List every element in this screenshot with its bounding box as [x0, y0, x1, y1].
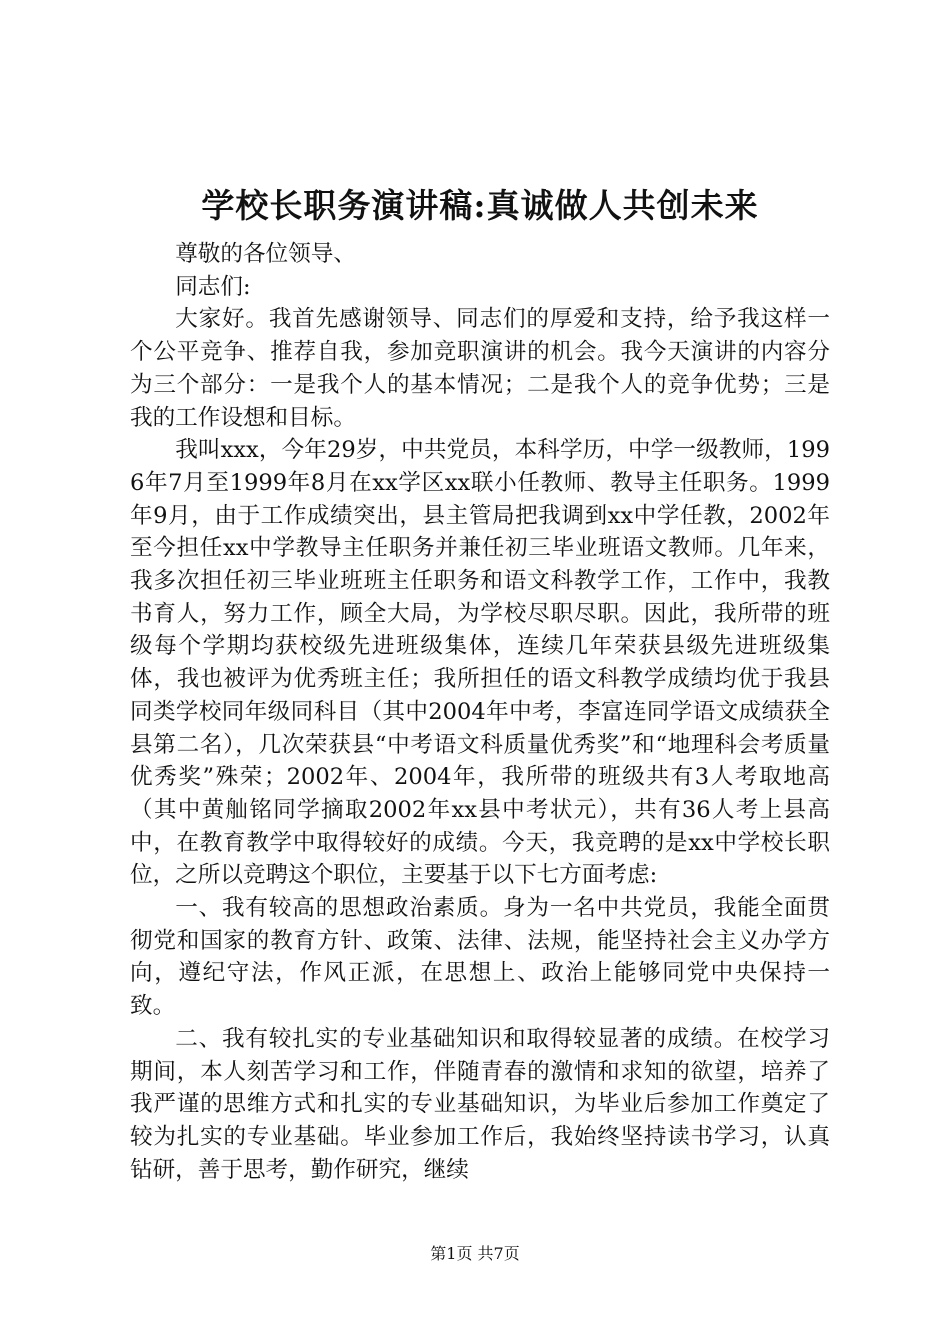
page-number: 第1页 共7页	[430, 1244, 520, 1263]
paragraph-point-one: 一、我有较高的思想政治素质。身为一名中共党员，我能全面贯彻党和国家的教育方针、政策、法律、法规，能坚持社会主义办学方向，遵纪守法，作风正派，在思想上、政治上能够同党中央保持一致。	[130, 895, 830, 1020]
document-body	[130, 238, 830, 1186]
salutation-line-1: 尊敬的各位领导、	[175, 241, 356, 267]
paragraph-greeting: 大家好。我首先感谢领导、同志们的厚爱和支持，给予我这样一个公平竞争、推荐自我，参加竞职演讲的机会。我今天演讲的内容分为三个部分：一是我个人的基本情况；二是我个人的竞争优势；三是我的工作设想和目标。	[130, 306, 830, 431]
document-title: 学校长职务演讲稿:真诚做人共创未来	[201, 186, 759, 225]
paragraph-point-two: 二、我有较扎实的专业基础知识和取得较显著的成绩。在校学习期间，本人刻苦学习和工作，伴随青春的激情和求知的欲望，培养了我严谨的思维方式和扎实的专业基础知识，为毕业后参加工作奠定了较为扎实的专业基础。毕业参加工作后，我始终坚持读书学习，认真钻研，善于思考，勤作研究，继续	[130, 1025, 830, 1183]
paragraph-background: 我叫xxx，今年29岁，中共党员，本科学历，中学一级教师，1996年7月至1999年8月在xx学区xx联小任教师、教导主任职务。1999年9月，由于工作成绩突出，县主管局把我调到xx中学任教，2002年至今担任xx中学教导主任职务并兼任初三毕业班语文教师。几年来，我多次担任初三毕业班班主任职务和语文科教学工作，工作中，我教书育人，努力工作，顾全大局，为学校尽职尽职。因此，我所带的班级每个学期均获校级先进班级集体，连续几年荣获县级先进班级集体，我也被评为优秀班主任；我所担任的语文科教学成绩均优于我县同类学校同年级同科目（其中2004年中考，李富连同学语文成绩获全县第二名），几次荣获县“中考语文科质量优秀奖”和“地理科会考质量优秀奖”殊荣；2002年、2004年，我所带的班级共有3人考取地高（其中黄舢铭同学摘取2002年xx县中考状元），共有36人考上县高中，在教育教学中取得较好的成绩。今天，我竞聘的是xx中学校长职位，之所以竞聘这个职位，主要基于以下七方面考虑:	[130, 437, 830, 889]
salutation-line-2: 同志们:	[175, 273, 251, 300]
